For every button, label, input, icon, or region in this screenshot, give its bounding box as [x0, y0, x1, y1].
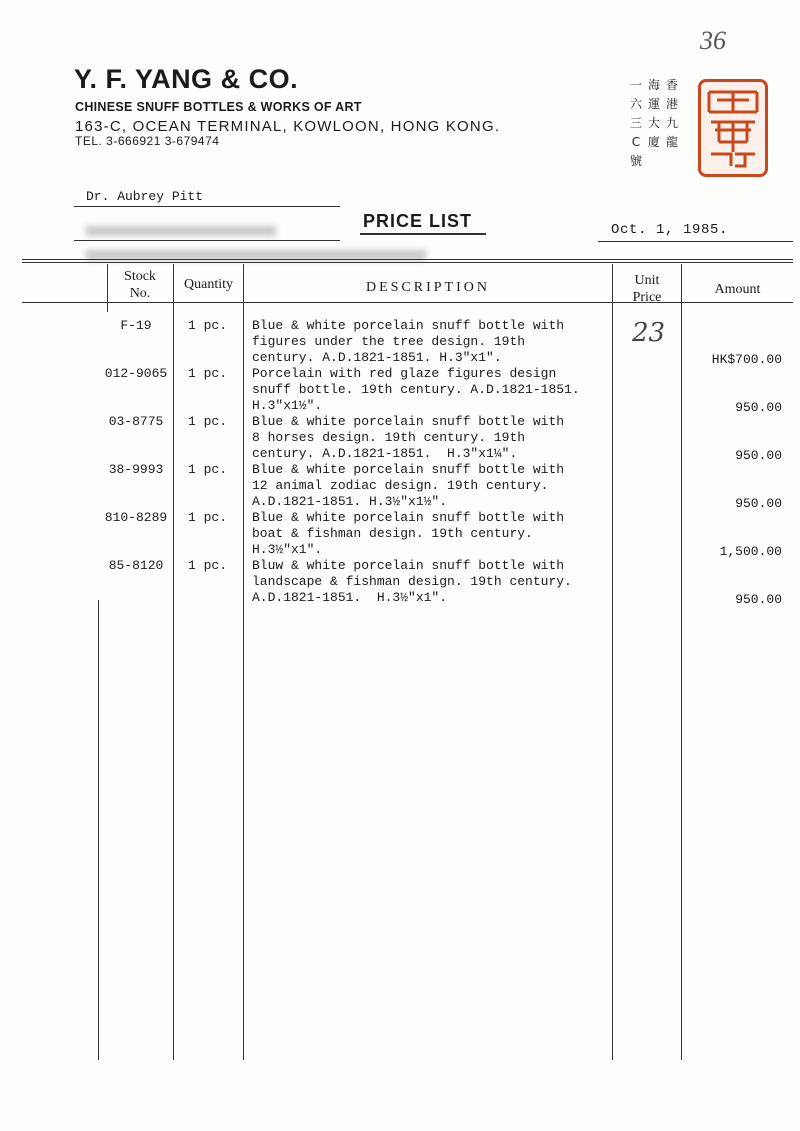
divider-amount	[681, 264, 682, 1060]
divider-unit-price	[612, 264, 613, 1060]
row-stock: 85-8120	[108, 558, 164, 573]
row-quantity: 1 pc.	[188, 462, 228, 477]
row-description: Blue & white porcelain snuff bottle with 12 animal zodiac design. 19th century. A.D.1821-1851. H.3½"x1½".	[252, 462, 565, 509]
chinese-address-col-4: 一六三C號	[629, 78, 642, 168]
row-amount: 950.00	[735, 496, 782, 511]
row-quantity: 1 pc.	[188, 558, 228, 573]
redacted-address-line-1	[86, 226, 276, 236]
row-stock: 810-8289	[104, 510, 168, 525]
row-amount: 950.00	[735, 448, 782, 463]
company-telephone: TEL. 3-666921 3-679474	[75, 134, 220, 148]
row-description: Blue & white porcelain snuff bottle with boat & fishman design. 19th century. H.3½"x1".	[252, 510, 565, 557]
divider-quantity	[173, 264, 174, 1060]
header-amount: Amount	[714, 282, 761, 297]
recipient-name: Dr. Aubrey Pitt	[86, 189, 204, 204]
page-number: 36	[700, 26, 726, 55]
row-amount: 950.00	[735, 400, 782, 415]
row-quantity: 1 pc.	[188, 318, 228, 333]
header-unit-price-line2: Price	[632, 290, 662, 305]
row-amount: 1,500.00	[719, 544, 782, 559]
document-date: Oct. 1, 1985.	[611, 222, 729, 238]
header-description: DESCRIPTION	[365, 280, 490, 295]
row-description: Blue & white porcelain snuff bottle with figures under the tree design. 19th century. A.D.1821-1851. H.3"x1".	[252, 318, 565, 365]
row-stock: F-19	[120, 318, 152, 333]
chinese-address-col-1: 香港	[665, 78, 678, 111]
header-stock-line1: Stock	[124, 269, 156, 284]
row-stock: 03-8775	[108, 414, 164, 429]
recipient-underline-1	[74, 206, 340, 207]
row-amount: HK$700.00	[711, 352, 782, 367]
company-name: Y. F. YANG & CO.	[74, 64, 299, 94]
chinese-address-col-3: 九龍	[665, 116, 678, 149]
divider-left-margin	[98, 600, 99, 1060]
chinese-address-col-2: 海運大廈	[647, 78, 660, 149]
row-description: Blue & white porcelain snuff bottle with 8 horses design. 19th century. 19th century. A.D.1821-1851. H.3"x1¼".	[252, 414, 565, 461]
row-amount: 950.00	[735, 592, 782, 607]
header-stock-no	[108, 268, 172, 302]
row-description: Porcelain with red glaze figures design snuff bottle. 19th century. A.D.1821-1851. H.3"x1½".	[252, 366, 580, 413]
title-underline	[360, 233, 486, 235]
seal-glyph-icon	[701, 82, 765, 174]
recipient-underline-2	[74, 240, 340, 241]
row-stock: 012-9065	[104, 366, 168, 381]
document-title: PRICE LIST	[363, 211, 473, 231]
company-tagline: CHINESE SNUFF BOTTLES & WORKS OF ART	[75, 100, 362, 114]
company-seal-stamp	[698, 79, 768, 177]
header-unit-price	[613, 272, 681, 306]
header-stock-line2: No.	[129, 286, 151, 301]
row-quantity: 1 pc.	[188, 414, 228, 429]
row-quantity: 1 pc.	[188, 510, 228, 525]
row-quantity: 1 pc.	[188, 366, 228, 381]
company-address: 163-C, OCEAN TERMINAL, KOWLOON, HONG KONG.	[75, 118, 501, 135]
handwritten-note: 23	[632, 318, 666, 348]
table-top-rule	[22, 259, 793, 260]
divider-description	[243, 264, 244, 1060]
row-description: Bluw & white porcelain snuff bottle with landscape & fishman design. 19th century. A.D.1821-1851. H.3½"x1".	[252, 558, 572, 605]
row-stock: 38-9993	[108, 462, 164, 477]
date-underline	[598, 241, 793, 242]
header-quantity: Quantity	[184, 277, 233, 292]
header-unit-price-line1: Unit	[634, 273, 660, 288]
table-top-rule-double	[22, 262, 793, 263]
